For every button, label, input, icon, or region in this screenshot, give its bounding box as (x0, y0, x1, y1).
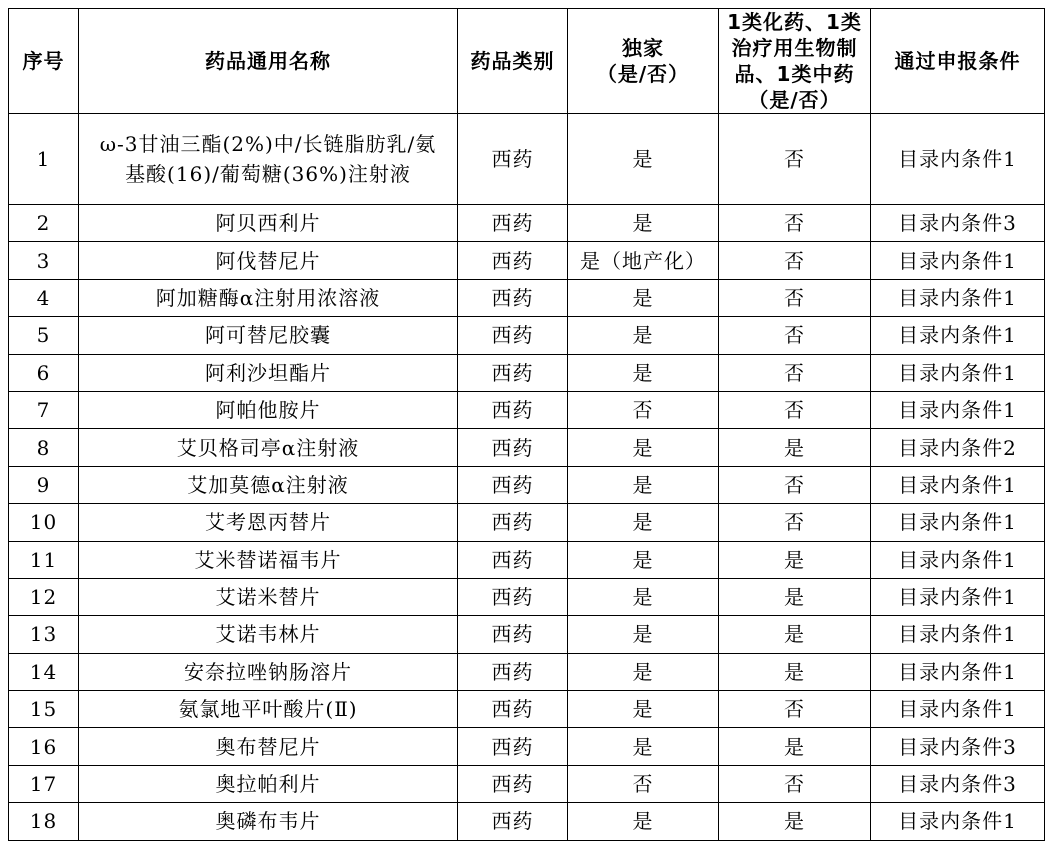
cell-category: 西药 (458, 691, 568, 728)
table-row (9, 429, 1045, 466)
cell-drug-name: 艾诺韦林片 (79, 616, 458, 653)
cell-class1: 是 (719, 578, 871, 615)
cell-category: 西药 (458, 765, 568, 802)
table-row (9, 578, 1045, 615)
cell-exclusive: 是 (568, 728, 719, 765)
table-row (9, 242, 1045, 279)
cell-no: 1 (9, 114, 79, 205)
table-row (9, 466, 1045, 503)
cell-exclusive: 是 (568, 504, 719, 541)
cell-condition: 目录内条件1 (871, 653, 1045, 690)
cell-exclusive: 是 (568, 691, 719, 728)
cell-condition: 目录内条件1 (871, 691, 1045, 728)
cell-category: 西药 (458, 578, 568, 615)
table-row (9, 279, 1045, 316)
table-row (9, 205, 1045, 242)
cell-exclusive: 是 (568, 279, 719, 316)
cell-no: 8 (9, 429, 79, 466)
cell-class1: 否 (719, 205, 871, 242)
cell-class1: 否 (719, 242, 871, 279)
cell-exclusive: 是 (568, 354, 719, 391)
header-row (9, 9, 1045, 114)
cell-exclusive: 是 (568, 616, 719, 653)
table-row (9, 354, 1045, 391)
cell-drug-name: 阿利沙坦酯片 (79, 354, 458, 391)
cell-category: 西药 (458, 803, 568, 840)
cell-condition: 目录内条件1 (871, 616, 1045, 653)
cell-class1: 否 (719, 765, 871, 802)
cell-condition: 目录内条件1 (871, 114, 1045, 205)
cell-drug-name: 阿帕他胺片 (79, 391, 458, 428)
cell-condition: 目录内条件3 (871, 205, 1045, 242)
cell-category: 西药 (458, 616, 568, 653)
cell-class1: 是 (719, 803, 871, 840)
cell-class1: 否 (719, 317, 871, 354)
cell-no: 6 (9, 354, 79, 391)
cell-condition: 目录内条件1 (871, 803, 1045, 840)
cell-exclusive: 是 (568, 541, 719, 578)
cell-drug-name: 阿贝西利片 (79, 205, 458, 242)
table-body (9, 114, 1045, 841)
cell-exclusive: 是 (568, 205, 719, 242)
cell-exclusive: 否 (568, 765, 719, 802)
cell-category: 西药 (458, 391, 568, 428)
cell-condition: 目录内条件1 (871, 541, 1045, 578)
cell-no: 4 (9, 279, 79, 316)
cell-class1: 是 (719, 429, 871, 466)
cell-condition: 目录内条件1 (871, 279, 1045, 316)
cell-drug-name: 安奈拉唑钠肠溶片 (79, 653, 458, 690)
cell-class1: 是 (719, 616, 871, 653)
cell-condition: 目录内条件1 (871, 391, 1045, 428)
cell-condition: 目录内条件1 (871, 578, 1045, 615)
table-row (9, 728, 1045, 765)
cell-no: 16 (9, 728, 79, 765)
cell-no: 9 (9, 466, 79, 503)
cell-class1: 否 (719, 391, 871, 428)
cell-exclusive: 是 (568, 803, 719, 840)
cell-condition: 目录内条件3 (871, 728, 1045, 765)
cell-drug-name: ω-3甘油三酯(2%)中/长链脂肪乳/氨 基酸(16)/葡萄糖(36%)注射液 (79, 114, 458, 205)
cell-category: 西药 (458, 317, 568, 354)
cell-category: 西药 (458, 114, 568, 205)
cell-no: 15 (9, 691, 79, 728)
cell-class1: 是 (719, 541, 871, 578)
cell-class1: 否 (719, 466, 871, 503)
cell-no: 3 (9, 242, 79, 279)
cell-category: 西药 (458, 242, 568, 279)
cell-no: 13 (9, 616, 79, 653)
cell-class1: 否 (719, 504, 871, 541)
table-header (9, 9, 1045, 114)
cell-no: 14 (9, 653, 79, 690)
cell-drug-name: 奥拉帕利片 (79, 765, 458, 802)
cell-exclusive: 是 (568, 317, 719, 354)
cell-no: 18 (9, 803, 79, 840)
header-category: 药品类别 (458, 9, 568, 114)
cell-drug-name: 艾加莫德α注射液 (79, 466, 458, 503)
cell-class1: 是 (719, 728, 871, 765)
cell-condition: 目录内条件1 (871, 466, 1045, 503)
cell-category: 西药 (458, 466, 568, 503)
table-row (9, 391, 1045, 428)
cell-drug-name: 阿加糖酶α注射用浓溶液 (79, 279, 458, 316)
cell-condition: 目录内条件3 (871, 765, 1045, 802)
table-row (9, 114, 1045, 205)
cell-drug-name: 艾诺米替片 (79, 578, 458, 615)
cell-no: 12 (9, 578, 79, 615)
header-condition: 通过申报条件 (871, 9, 1045, 114)
cell-category: 西药 (458, 504, 568, 541)
cell-category: 西药 (458, 205, 568, 242)
cell-exclusive: 是 (568, 653, 719, 690)
header-class1: 1类化药、1类 治疗用生物制 品、1类中药 （是/否） (719, 9, 871, 114)
cell-drug-name: 艾米替诺福韦片 (79, 541, 458, 578)
cell-category: 西药 (458, 279, 568, 316)
table-row (9, 691, 1045, 728)
cell-drug-name: 奥磷布韦片 (79, 803, 458, 840)
cell-exclusive: 是 (568, 578, 719, 615)
cell-no: 17 (9, 765, 79, 802)
table-row (9, 803, 1045, 840)
table-row (9, 317, 1045, 354)
header-no: 序号 (9, 9, 79, 114)
cell-category: 西药 (458, 354, 568, 391)
table-row (9, 653, 1045, 690)
cell-drug-name: 奥布替尼片 (79, 728, 458, 765)
cell-drug-name: 氨氯地平叶酸片(Ⅱ) (79, 691, 458, 728)
cell-no: 7 (9, 391, 79, 428)
cell-no: 11 (9, 541, 79, 578)
cell-condition: 目录内条件1 (871, 242, 1045, 279)
cell-drug-name: 阿伐替尼片 (79, 242, 458, 279)
cell-exclusive: 否 (568, 391, 719, 428)
cell-category: 西药 (458, 653, 568, 690)
table-row (9, 616, 1045, 653)
cell-category: 西药 (458, 541, 568, 578)
cell-condition: 目录内条件2 (871, 429, 1045, 466)
cell-drug-name: 艾贝格司亭α注射液 (79, 429, 458, 466)
cell-no: 10 (9, 504, 79, 541)
cell-class1: 否 (719, 354, 871, 391)
cell-category: 西药 (458, 728, 568, 765)
cell-class1: 否 (719, 279, 871, 316)
cell-condition: 目录内条件1 (871, 354, 1045, 391)
cell-exclusive: 是 (568, 466, 719, 503)
drug-list-table (8, 8, 1045, 841)
header-drug-name: 药品通用名称 (79, 9, 458, 114)
cell-no: 2 (9, 205, 79, 242)
header-exclusive: 独家 （是/否） (568, 9, 719, 114)
cell-drug-name: 艾考恩丙替片 (79, 504, 458, 541)
cell-class1: 否 (719, 691, 871, 728)
cell-exclusive: 是 (568, 114, 719, 205)
cell-exclusive: 是 (568, 429, 719, 466)
cell-drug-name: 阿可替尼胶囊 (79, 317, 458, 354)
table-row (9, 541, 1045, 578)
table-row (9, 765, 1045, 802)
cell-class1: 是 (719, 653, 871, 690)
cell-condition: 目录内条件1 (871, 317, 1045, 354)
cell-exclusive: 是（地产化） (568, 242, 719, 279)
cell-condition: 目录内条件1 (871, 504, 1045, 541)
cell-category: 西药 (458, 429, 568, 466)
table-row (9, 504, 1045, 541)
cell-no: 5 (9, 317, 79, 354)
cell-class1: 否 (719, 114, 871, 205)
